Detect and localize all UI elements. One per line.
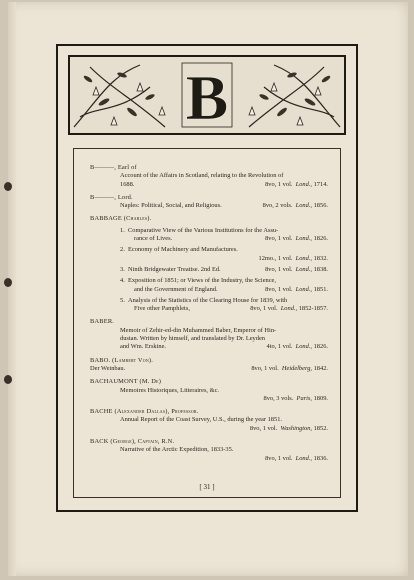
- item-format: 12mo., 1 vol.: [258, 254, 293, 262]
- catalog-entry: [90, 438, 328, 463]
- entry-format: 8vo, 2 vols.: [262, 202, 293, 210]
- item-year: 1852-1857.: [298, 305, 328, 313]
- item-title-cont: Five other Pamphlets,: [134, 305, 190, 313]
- item-place: Lond.,: [295, 285, 312, 293]
- item-format: 8vo, 1 vol.: [265, 235, 293, 243]
- entry-title: Account of the Affairs in Scotland, relating to the Revolution of: [120, 172, 284, 180]
- item-place: Lond.,: [280, 305, 298, 313]
- catalog-entry: [90, 318, 328, 351]
- entry-place: Lond.,: [295, 202, 312, 210]
- entry-heading-sub: (Alexander Dallas), Professor.: [114, 408, 199, 416]
- entry-title-cont: and Wm. Erskine.: [120, 343, 167, 351]
- drop-cap-letter: B: [185, 62, 229, 133]
- binding-hole: [4, 182, 12, 191]
- item-format: 8vo, 1 vol.: [250, 305, 278, 313]
- entry-title-cont: 1688.: [120, 180, 135, 188]
- entry-place: Lond.,: [295, 343, 312, 351]
- entry-heading-sub: (George), Captain, R.N.: [110, 438, 175, 446]
- catalog-entry: [90, 164, 328, 189]
- entry-heading-sub: (M. De): [139, 378, 162, 386]
- entry-place: Lond.,: [295, 180, 312, 188]
- entry-year: 1842.: [313, 364, 328, 372]
- entry-heading: BACHE: [90, 408, 113, 416]
- entry-year: 1852.: [313, 424, 328, 432]
- binding-hole: [4, 278, 12, 287]
- entry-year: 1714.: [313, 180, 328, 188]
- entry-format: 8vo, 1 vol.: [251, 364, 279, 372]
- entry-format: 8vo, 1 vol.: [265, 454, 293, 462]
- item-number: 5.: [120, 296, 125, 304]
- catalog-entries: [90, 164, 328, 468]
- catalog-entry: [90, 215, 328, 313]
- entry-title: Memoir of Zehir-ed-din Muhammed Baber, Emperor of Hin-: [120, 326, 277, 334]
- item-number: 3.: [120, 265, 125, 273]
- entry-place: Paris,: [296, 394, 312, 402]
- entry-heading: BABBAGE: [90, 215, 122, 223]
- entry-heading-sub: (Charles).: [123, 215, 152, 223]
- entry-heading-sub: (Lambert Von).: [112, 356, 154, 364]
- page-number: [ 31 ]: [199, 483, 215, 491]
- entry-year: 1856.: [313, 202, 328, 210]
- catalog-entry: [90, 194, 328, 211]
- entry-title: Der Weinbau.: [90, 364, 126, 372]
- entry-year: 1809.: [313, 394, 328, 402]
- item-year: 1838.: [313, 265, 328, 273]
- entry-year: 1836.: [313, 454, 328, 462]
- item-year: 1851.: [313, 285, 328, 293]
- item-title: Comparative View of the Various Institutions for the Assu-: [128, 226, 279, 234]
- item-place: Lond.,: [295, 254, 312, 262]
- decorative-header: [68, 55, 346, 135]
- entry-format: 8vo, 1 vol.: [265, 180, 293, 188]
- entry-title-cont: dustan. Written by himself, and translated by Dr. Leyden: [120, 335, 265, 343]
- catalog-entry: [90, 357, 328, 374]
- entry-heading: BACHAUMONT: [90, 378, 138, 386]
- item-title: Ninth Bridgewater Treatise. 2nd Ed.: [128, 265, 221, 273]
- entry-title: Annual Report of the Coast Survey, U.S., during the year 1851.: [120, 416, 282, 424]
- entry-heading: BABER.: [90, 318, 115, 326]
- entry-place: Heidelberg,: [281, 364, 312, 372]
- entry-title: Narrative of the Arctic Expedition, 1833-35.: [120, 446, 234, 454]
- item-title: Economy of Machinery and Manufactures.: [128, 246, 238, 254]
- entry-year: 1826.: [313, 343, 328, 351]
- item-title-cont: rance of Lives.: [134, 235, 173, 243]
- item-place: Lond.,: [295, 265, 312, 273]
- item-number: 4.: [120, 277, 125, 285]
- item-title-cont: and the Government of England.: [134, 285, 218, 293]
- entry-title: Naples: Political, Social, and Religious.: [120, 202, 222, 210]
- entry-heading: BACK: [90, 438, 109, 446]
- entry-title: Memoires Historiques, Litteraires, &c.: [120, 386, 220, 394]
- item-year: 1826.: [313, 235, 328, 243]
- item-number: 2.: [120, 246, 125, 254]
- entry-place: Lond.,: [295, 454, 312, 462]
- entry-heading: B———, Earl of: [90, 164, 137, 171]
- item-number: 1.: [120, 226, 125, 234]
- item-title: Exposition of 1851; or Views of the Industry, the Science,: [128, 277, 276, 285]
- item-format: 8vo, 1 vol.: [265, 265, 293, 273]
- entry-heading: B———, Lord.: [90, 193, 133, 201]
- item-year: 1832.: [313, 254, 328, 262]
- catalog-entry: [90, 378, 328, 403]
- item-place: Lond.,: [295, 235, 312, 243]
- item-format: 8vo, 1 vol.: [265, 285, 293, 293]
- item-title: Analysis of the Statistics of the Clearing House for 1839, with: [128, 296, 288, 304]
- entry-format: 8vo, 3 vols.: [263, 394, 294, 402]
- entry-format: 4to, 1 vol.: [266, 343, 293, 351]
- entry-heading: BABO.: [90, 356, 111, 364]
- entry-format: 8vo, 1 vol.: [249, 424, 278, 432]
- foliage-ornament: [70, 57, 344, 133]
- entry-place: Washington,: [280, 424, 312, 432]
- catalog-entry: [90, 408, 328, 433]
- binding-hole: [4, 375, 12, 384]
